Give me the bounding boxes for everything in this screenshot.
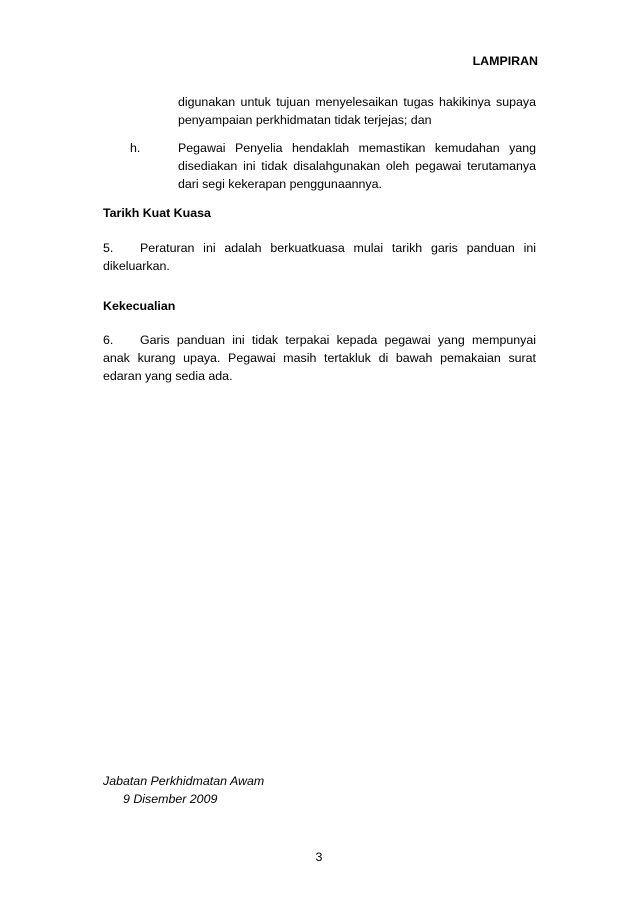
paragraph-6	[103, 331, 536, 385]
footer-date: 9 Disember 2009	[123, 792, 218, 806]
list-item-text: Pegawai Penyelia hendaklah memastikan kemudahan yang disediakan ini tidak disalahgunakan oleh pegawai terutamanya dari segi kekerapan penggunaannya.	[178, 141, 536, 191]
footer-signature	[103, 772, 264, 808]
page-number: 3	[315, 850, 323, 864]
paragraph-text: Peraturan ini adalah berkuatkuasa mulai tarikh garis panduan ini dikeluarkan.	[103, 241, 536, 273]
section-heading-kekecualian: Kekecualian	[103, 299, 176, 313]
paragraph-5	[103, 239, 536, 275]
section-heading-tarikh-kuat-kuasa: Tarikh Kuat Kuasa	[103, 206, 211, 220]
continuation-paragraph: digunakan untuk tujuan menyelesaikan tugas hakikinya supaya penyampaian perkhidmatan tidak terjejas; dan	[178, 95, 536, 127]
list-item-marker: h.	[130, 141, 141, 155]
page-header-title: LAMPIRAN	[472, 54, 538, 68]
paragraph-text: Garis panduan ini tidak terpakai kepada pegawai yang mempunyai anak kurang upaya. Pegawai masih tertakluk di bawah pemakaian surat edaran yang sedia ada.	[103, 333, 536, 383]
paragraph-number: 5.	[103, 241, 114, 255]
list-item-h	[130, 139, 536, 193]
footer-department: Jabatan Perkhidmatan Awam	[103, 774, 265, 788]
paragraph-number: 6.	[103, 333, 114, 347]
